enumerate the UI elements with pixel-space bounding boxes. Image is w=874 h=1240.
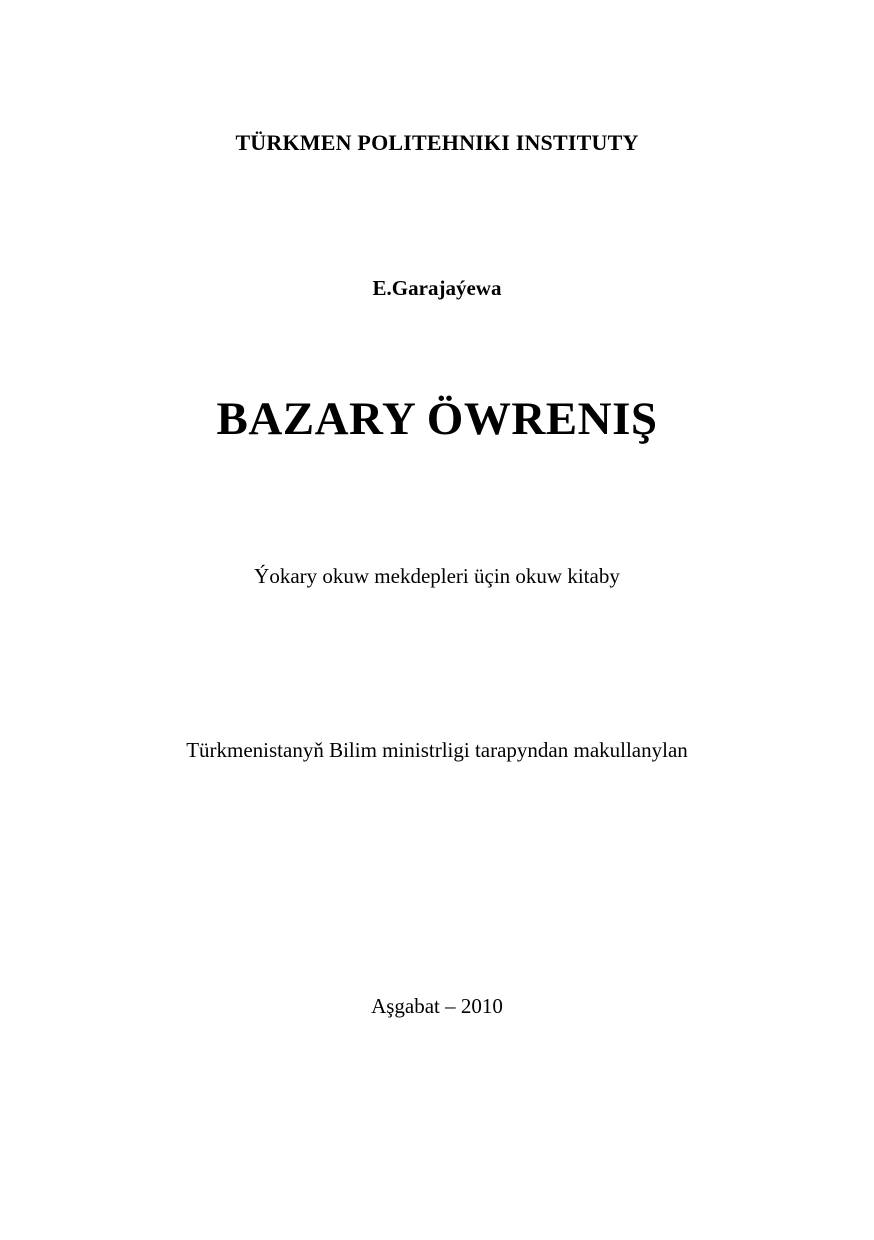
place-and-year: Aşgabat – 2010	[371, 994, 503, 1018]
approval-note: Türkmenistanyň Bilim ministrligi tarapyndan makullanylan	[186, 738, 688, 762]
institution-name: TÜRKMEN POLITEHNIKI INSTITUTY	[235, 130, 639, 155]
author-name: E.Garajaýewa	[372, 276, 502, 300]
book-title: BAZARY ÖWRENIŞ	[216, 393, 658, 445]
book-subtitle: Ýokary okuw mekdepleri üçin okuw kitaby	[254, 564, 620, 588]
